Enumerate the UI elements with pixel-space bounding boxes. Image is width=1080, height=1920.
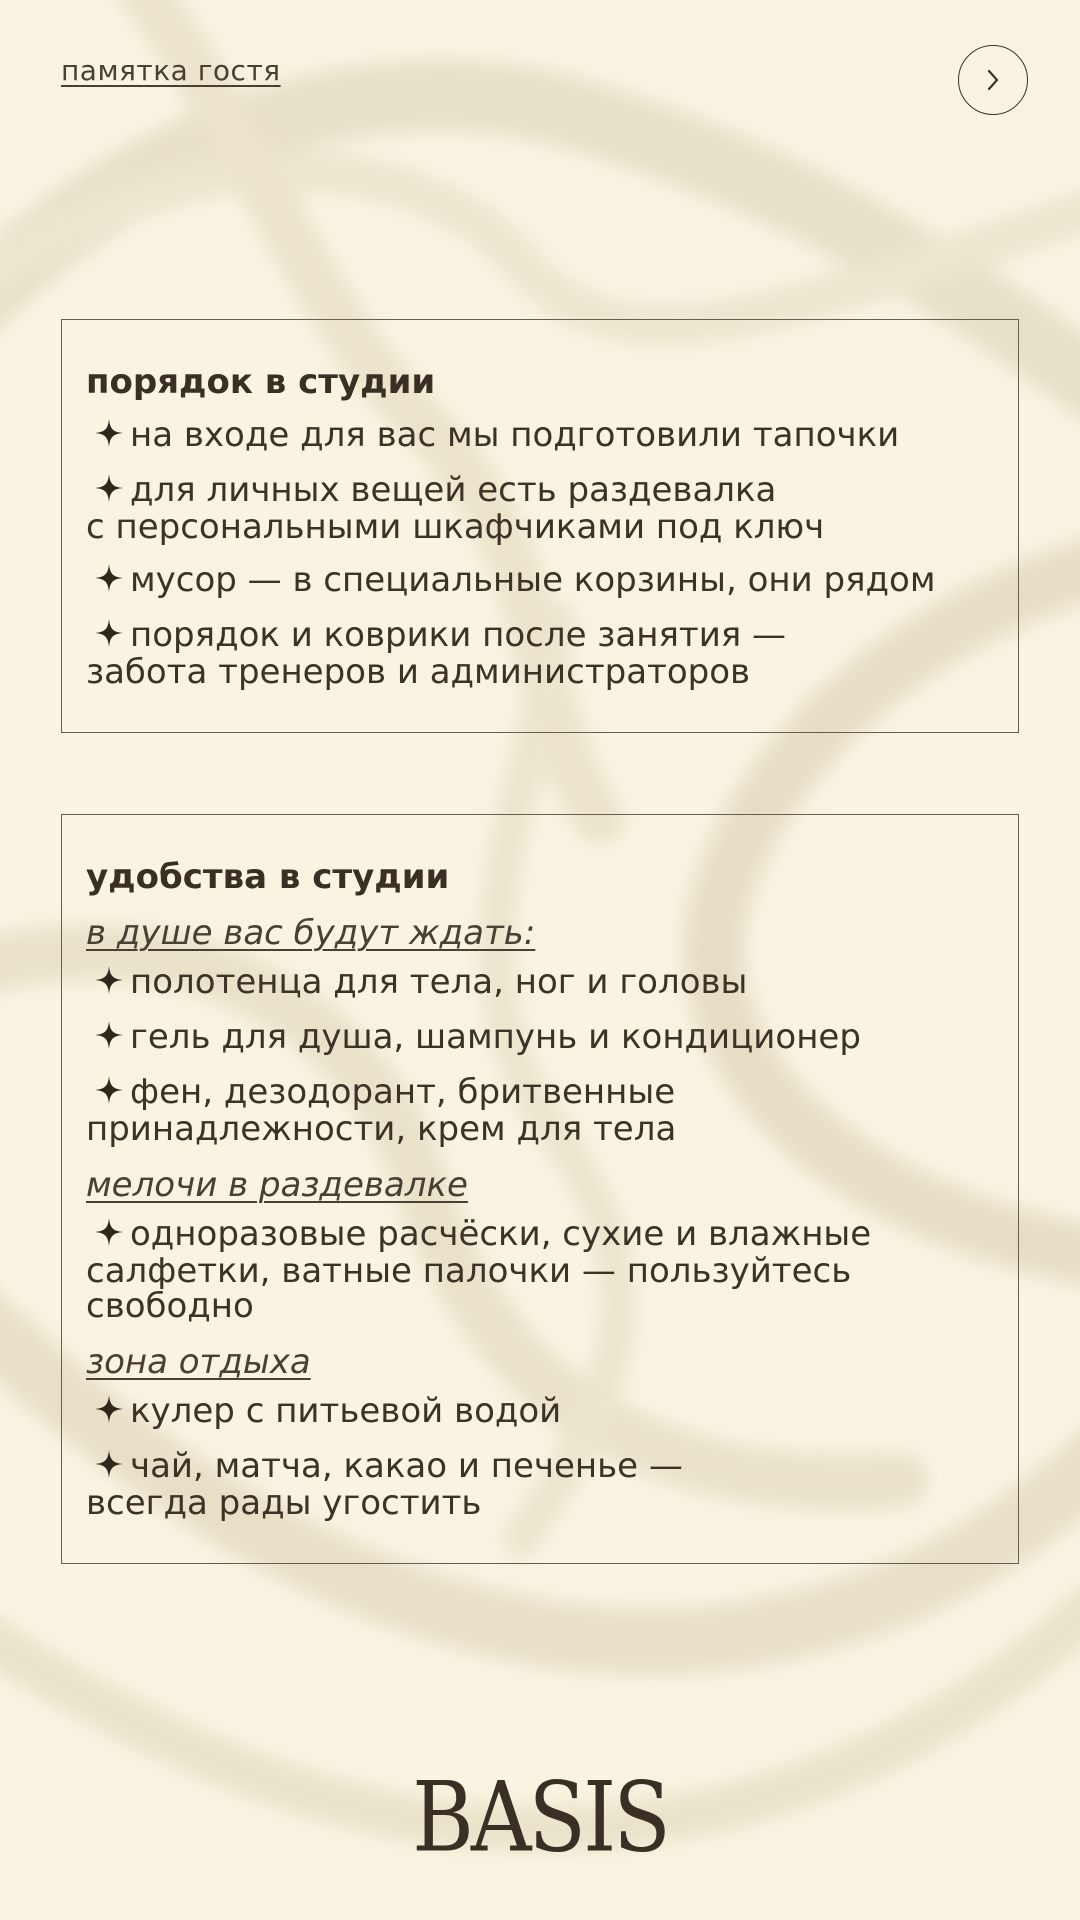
sparkle-icon	[94, 1394, 124, 1431]
list-item: чай, матча, какао и печенье — всегда рады угостить	[86, 1446, 683, 1523]
sparkle-icon	[94, 1217, 124, 1254]
sparkle-icon	[94, 965, 124, 1002]
shower-subheading: в душе вас будут ждать:	[86, 913, 536, 953]
brand-logo: BASIS	[412, 1760, 668, 1874]
sparkle-icon	[94, 418, 124, 455]
sparkle-icon	[94, 563, 124, 600]
lounge-subheading: зона отдыха	[86, 1342, 311, 1382]
sparkle-icon	[94, 1449, 124, 1486]
list-item: одноразовые расчёски, сухие и влажные салфетки, ватные палочки — пользуйтесь свободно	[86, 1214, 872, 1326]
list-item: гель для душа, шампунь и кондиционер	[86, 1020, 994, 1057]
list-item: кулер с питьевой водой	[86, 1394, 994, 1431]
sparkle-icon	[94, 473, 124, 510]
list-item: порядок и коврики после занятия — забота тренеров и администраторов	[86, 615, 787, 692]
list-item: фен, дезодорант, бритвенные принадлежности, крем для тела	[86, 1072, 677, 1149]
studio-order-card	[61, 319, 1019, 733]
chevron-right-icon	[982, 67, 1004, 93]
sparkle-icon	[94, 618, 124, 655]
studio-amenities-card	[61, 814, 1019, 1564]
studio-order-title: порядок в студии	[86, 362, 436, 402]
list-item: на входе для вас мы подготовили тапочки	[86, 418, 994, 455]
sparkle-icon	[94, 1020, 124, 1057]
next-button[interactable]	[958, 45, 1028, 115]
sparkle-icon	[94, 1075, 124, 1112]
studio-amenities-title: удобства в студии	[86, 857, 450, 897]
list-item: полотенца для тела, ног и головы	[86, 965, 994, 1002]
locker-room-subheading: мелочи в раздевалке	[86, 1165, 468, 1205]
list-item: для личных вещей есть раздевалка с персональными шкафчиками под ключ	[86, 470, 825, 547]
guest-memo-link[interactable]: памятка гостя	[61, 54, 281, 87]
list-item: мусор — в специальные корзины, они рядом	[86, 563, 994, 600]
